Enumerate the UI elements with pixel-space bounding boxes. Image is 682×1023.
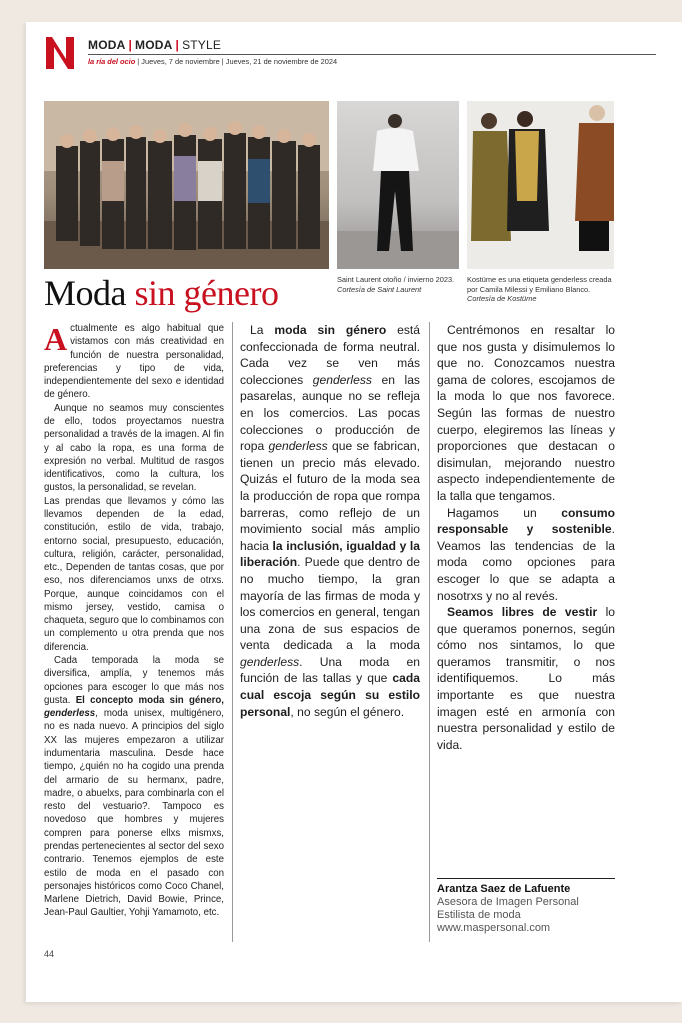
caption-kostume xyxy=(467,275,617,304)
section-label-2: MODA xyxy=(135,38,173,52)
section-header: MODA | MODA | STYLE xyxy=(88,38,222,52)
paragraph: Las prendas que llevamos y cómo las llevamos dependen de la edad, constitución, estilo de vida, trabajo, entorno social, presupuesto, educación, cultura, religión, carácter, personalidad, etc., Dependen de tantas cosas, que por eso, nos diferenciamos unxs de otrxs. Porque, aunque coincidamos con el mismo jersey, vestido, camisa o chaqueta, seguro que lo combinamos con un complemento u otra prenda que nos diferencia. xyxy=(44,495,224,653)
paragraph: Aunque no seamos muy conscientes de ello, todos proyectamos nuestra personalidad a través de la imagen. Al fin y al cabo la ropa, es una forma de expresión no verbal. Multitud de rasgos identificativos, como la cultura, los gustos, la personalidad, se revelan. xyxy=(44,402,224,494)
caption-text: Kostüme es una etiqueta genderless creada por Camila Milessi y Emiliano Blanco. xyxy=(467,275,612,294)
paragraph: Actualmente es algo habitual que vistamos con más creatividad en función de nuestra personalidad, preferencias y tipo de vida, independientemente del sexo e identidad de género. xyxy=(44,321,224,401)
caption-credit: Cortesía de Kostüme xyxy=(467,294,537,304)
caption-saint-laurent xyxy=(337,275,462,294)
issue-dates: Jueves, 7 de noviembre | Jueves, 21 de noviembre de 2024 xyxy=(141,57,338,66)
column-rule xyxy=(429,322,430,942)
header-dates: la ría del ocio | Jueves, 7 de noviembre | Jueves, 21 de noviembre de 2024 xyxy=(88,57,338,66)
photo-models-group xyxy=(44,101,329,269)
paragraph: Centrémonos en resaltar lo que nos gusta y disimulemos lo que no. Conozcamos nuestra gama de colores, escojamos de la moda lo que nos favorece. Según las formas de nuestro cuerpo, elegiremos las líneas y proporciones que destacan o disimulan, mejorando nuestro aspecto independientemente de la talla que tengamos. xyxy=(437,323,615,503)
header-rule xyxy=(88,54,656,55)
caption-text: Saint Laurent otoño / invierno 2023. xyxy=(337,275,455,284)
headline-part2: sin género xyxy=(134,273,279,313)
column-rule xyxy=(232,322,233,942)
headline xyxy=(44,272,278,314)
section-label-1: MODA xyxy=(88,38,126,52)
section-label-3: STYLE xyxy=(182,38,222,52)
headline-part1: Moda xyxy=(44,273,126,313)
drop-cap: A xyxy=(44,321,68,357)
paragraph: La moda sin género está confeccionada de forma neutral. Cada vez se ven más colecciones genderless en las pasarelas, aunque no se refleja en los comercios. Las pocas colecciones o producción de ropa genderless que se fabrican, tienen un precio más elevado. Quizás el futuro de la moda sea la producción de ropa que rompa barreras, como reflejo de un movimiento social más amplio hacia la inclusión, igualdad y la liberación. Puede que dentro de no mucho tiempo, la gran mayoría de las firmas de moda y los comercios en general, tengan una zona de sus espacios de venta dedicada a la moda genderless. Una moda en función de las tallas y que cada cual escoja según su estilo personal, no según el género. xyxy=(240,323,420,719)
publication-logo xyxy=(44,33,76,71)
caption-credit: Cortesía de Saint Laurent xyxy=(337,284,422,294)
photo-saint-laurent xyxy=(337,101,459,269)
paragraph: Hagamos un consumo responsable y sostenible. Veamos las tendencias de la moda como opciones para escoger lo que se adapta a nosotrxs y no al revés. xyxy=(437,505,615,603)
author-role: Asesora de Imagen Personal xyxy=(437,896,579,908)
article-column-1 xyxy=(44,322,224,920)
article-column-3 xyxy=(437,322,615,753)
author-signature xyxy=(437,878,615,935)
paragraph: Cada temporada la moda se diversifica, amplía, y tenemos más opciones para escoger lo que más nos gusta. El concepto moda sin género, genderless, moda unisex, multigénero, no es nada nuevo. A principios del siglo XX las mujeres empezaron a utilizar indumentaria masculina. Desde hace tiempo, ¿quién no ha cogido una prenda del armario de su hermanx, padre, madre, o abuelxs, para combinarla con el resto del vestuario?. Tampoco es novedoso que hombres y mujeres compren para ponerse ellxs mismxs, prendas pertenecientes al sector del sexo contrario. Tenemos ejemplos de este estilo de moda en el pasado con personajes históricos como Coco Chanel, Marlene Dietrich, David Bowie, Prince, Jean-Paul Gaultier, Yohji Yamamoto, etc. xyxy=(44,655,224,919)
paragraph: Seamos libres de vestir lo que queramos ponernos, según cómo nos sintamos, lo que queramos transmitir, o nos identifiquemos. Lo más importante es que nuestra imagen esté en armonía con nuestra personalidad y estilo de vida. xyxy=(437,605,615,752)
page-number: 44 xyxy=(44,949,55,959)
photo-kostume xyxy=(467,101,614,269)
author-website: www.maspersonal.com xyxy=(437,922,551,934)
author-name: Arantza Saez de Lafuente xyxy=(437,883,571,895)
publication-name: la ría del ocio xyxy=(88,57,136,66)
article-column-2 xyxy=(240,322,420,720)
author-role-2: Estilista de moda xyxy=(437,909,521,921)
